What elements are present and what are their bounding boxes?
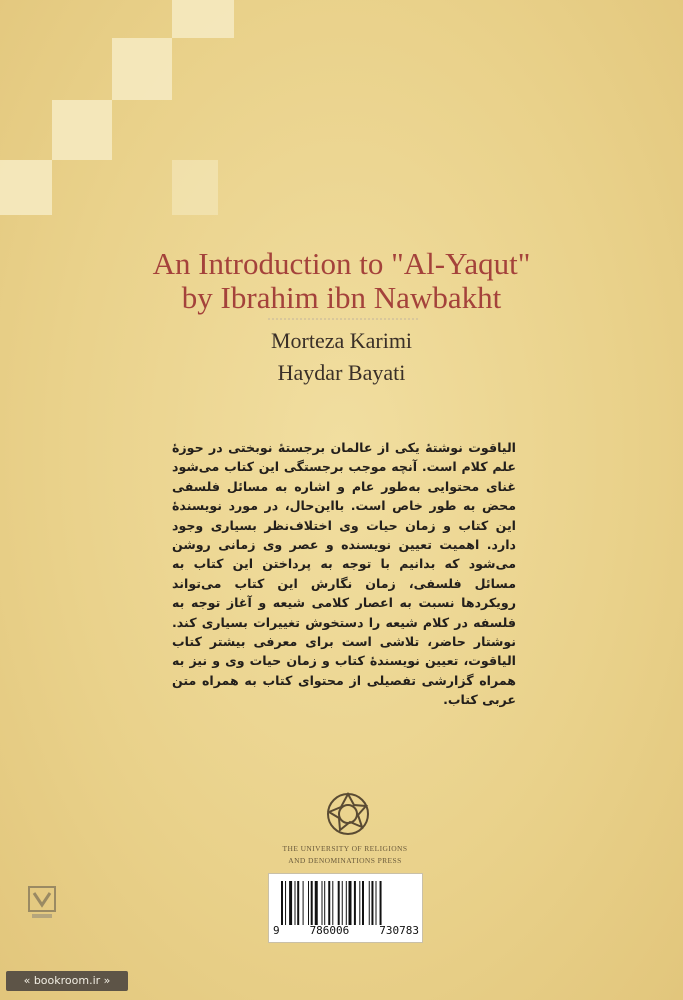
barcode-digit-group: 9 — [273, 924, 280, 937]
description-paragraph: الیاقوت نوشتهٔ یکی از عالمان برجستهٔ نوبختی در حوزهٔ علم کلام است. آنچه موجب برجستگی این کتاب می‌شود غنای محتوایی به‌طور عام و اشاره به مسائل فلسفی محض به طور خاص است. بااین‌حال، در مورد نویسندهٔ این کتاب و زمان حیات وی اختلاف‌نظر بسیاری وجود دارد. اهمیت تعیین نویسنده و عصر وی زمانی روشن می‌شود که بدانیم با توجه به پرداختن این کتاب به مسائل فلسفی، زمان نگارش این کتاب می‌تواند رویکردها نسبت به اعصار کلامی شیعه و آغاز توجه به فلسفه در کلام شیعه را دستخوش تغییرات بسیاری کند. نوشتار حاضر، تلاشی است برای معرفی بیشتر کتاب الیاقوت، تعیین نویسندهٔ کتاب و زمان حیات وی و نیز به همراه گزارشی تفصیلی از محتوای کتاب به همراه متن عربی کتاب. — [172, 440, 516, 708]
university-logo-icon — [324, 790, 372, 838]
publisher-mark-icon — [27, 885, 57, 921]
decor-square — [172, 160, 218, 215]
dotted-divider — [268, 318, 418, 320]
barcode-label — [268, 873, 423, 943]
decor-square — [0, 160, 52, 215]
decor-square — [172, 0, 234, 38]
barcode-digit-group: 786006 — [309, 924, 350, 937]
barcode-digit-group: 730783 — [379, 924, 419, 937]
publisher-line2: AND DENOMINATIONS PRESS — [288, 856, 402, 865]
barcode-number — [273, 924, 419, 937]
book-title-line1: An Introduction to "Al-Yaqut" — [152, 246, 531, 281]
watermark-badge: « bookroom.ir » — [6, 971, 128, 991]
publisher-name — [250, 843, 440, 867]
publisher-line1: THE UNIVERSITY OF RELIGIONS — [282, 844, 408, 853]
decor-square — [112, 38, 172, 100]
decor-square — [52, 100, 112, 160]
barcode-icon — [281, 881, 413, 925]
author-1: Morteza Karimi — [270, 328, 413, 353]
book-title-line2: by Ibrahim ibn Nawbakht — [181, 280, 502, 315]
author-2: Haydar Bayati — [277, 360, 406, 385]
